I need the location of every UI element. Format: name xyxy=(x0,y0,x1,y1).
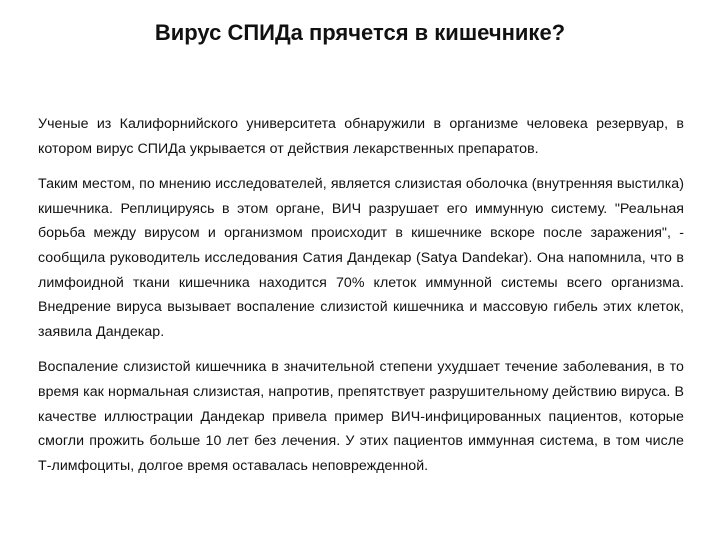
slide-title: Вирус СПИДа прячется в кишечнике? xyxy=(154,20,566,45)
paragraph-2: Таким местом, по мнению исследователей, является слизистая оболочка (внутренняя выстилка) кишечника. Реплицируясь в этом органе, ВИЧ разрушает его иммунную систему. "Реальная борьба между вирусом и организмом происходит в кишечнике вскоре после заражения", - сообщила руководитель исследования Сатия Дандекар (Satya Dandekar). Она напомнила, что в лимфоидной ткани кишечника находится 70% клеток иммунной системы всего организма. Внедрение вируса вызывает воспаление слизистой кишечника и массовую гибель этих клеток, заявила Дандекар. xyxy=(38,176,684,340)
paragraph-1: Ученые из Калифорнийского университета обнаружили в организме человека резервуар, в котором вирус СПИДа укрывается от действия лекарственных препаратов. xyxy=(38,116,684,157)
slide-body xyxy=(38,112,684,489)
paragraph-3: Воспаление слизистой кишечника в значительной степени ухудшает течение заболевания, в то время как нормальная слизистая, напротив, препятствует разрушительному действию вируса. В качестве иллюстрации Дандекар привела пример ВИЧ-инфицированных пациентов, которые смогли прожить больше 10 лет без лечения. У этих пациентов иммунная система, в том числе Т-лимфоциты, долгое время оставалась неповрежденной. xyxy=(38,359,684,474)
